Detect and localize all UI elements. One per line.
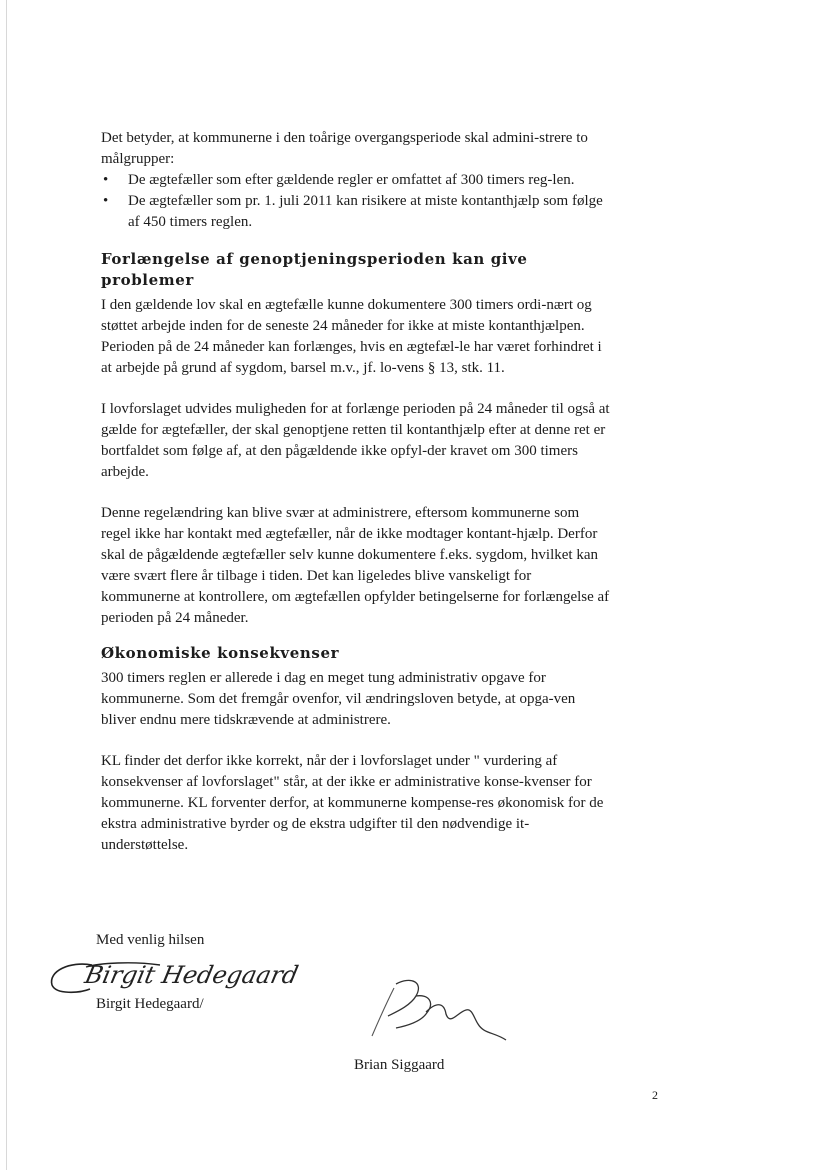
page-number: 2 bbox=[652, 1088, 658, 1102]
bullet-list bbox=[101, 170, 611, 233]
intro-paragraph: Det betyder, at kommunerne i den toårige overgangsperiode skal admini-strere to målgrupper: bbox=[101, 130, 588, 167]
scan-edge-line bbox=[6, 0, 7, 1170]
signatory-name-1: Birgit Hedegaard/ bbox=[96, 996, 204, 1012]
bullet-item bbox=[101, 191, 611, 233]
bullet-text: De ægtefæller som pr. 1. juli 2011 kan risikere at miste kontanthjælp som følge af 450 timers reglen. bbox=[128, 193, 603, 230]
signatory-name-2: Brian Siggaard bbox=[354, 1057, 445, 1073]
bullet-item bbox=[101, 170, 611, 191]
closing-greeting: Med venlig hilsen bbox=[96, 932, 205, 948]
paragraph: Denne regelændring kan blive svær at administrere, eftersom kommunerne som regel ikke har kontakt med ægtefæller, når de ikke modtager kontant-hjælp. Derfor skal de pågældende ægtefæller selv kunne dokumentere f.eks. sygdom, hvilket kan være svært flere år tilbage i tiden. Det kan ligeledes blive vanskeligt for kommunerne at kontrollere, om ægtefællen opfylder betingelserne for forlængelse af perioden på 24 måneder. bbox=[101, 505, 610, 626]
bullet-icon: • bbox=[103, 193, 109, 209]
letter-body bbox=[101, 128, 611, 856]
section-heading-extension: Forlængelse af genoptjeningsperioden kan give problemer bbox=[101, 250, 528, 289]
bullet-text: De ægtefæller som efter gældende regler er omfattet af 300 timers reg-len. bbox=[128, 172, 575, 188]
bullet-icon: • bbox=[103, 172, 109, 188]
section-heading-economic: Økonomiske konsekvenser bbox=[101, 644, 340, 662]
paragraph: KL finder det derfor ikke korrekt, når der i lovforslaget under " vurdering af konsekvenser af lovforslaget" står, at der ikke er administrative konse-kvenser for kommunerne. KL forventer derfor, at kommunerne kompense-res økonomisk for de ekstra administrative byrder og de ekstra udgifter til den nødvendige it-understøttelse. bbox=[101, 753, 604, 853]
paragraph: I lovforslaget udvides muligheden for at forlænge perioden på 24 måneder til også at gælde for ægtefæller, der skal genoptjene retten til kontanthjælp efter at denne ret er bortfaldet som følge af, at den pågældende ikke opfyl-der kravet om 300 timers arbejde. bbox=[101, 401, 610, 480]
signature-text: Birgit Hedegaard bbox=[82, 960, 301, 989]
paragraph: 300 timers reglen er allerede i dag en meget tung administrativ opgave for kommunerne. Som det fremgår ovenfor, vil ændringsloven betyde, at opga-ven bliver endnu mere tidskrævende at administrere. bbox=[101, 670, 576, 728]
paragraph: I den gældende lov skal en ægtefælle kunne dokumentere 300 timers ordi-nært og støttet arbejde inden for de seneste 24 måneder for ikke at miste kontanthjælpen. Perioden på de 24 måneder kan forlænges, hvis en ægtefæl-le har været forhindret i at arbejde på grund af sygdom, barsel m.v., jf. lo-vens § 13, stk. 11. bbox=[101, 297, 602, 376]
signature-brian bbox=[366, 972, 516, 1052]
